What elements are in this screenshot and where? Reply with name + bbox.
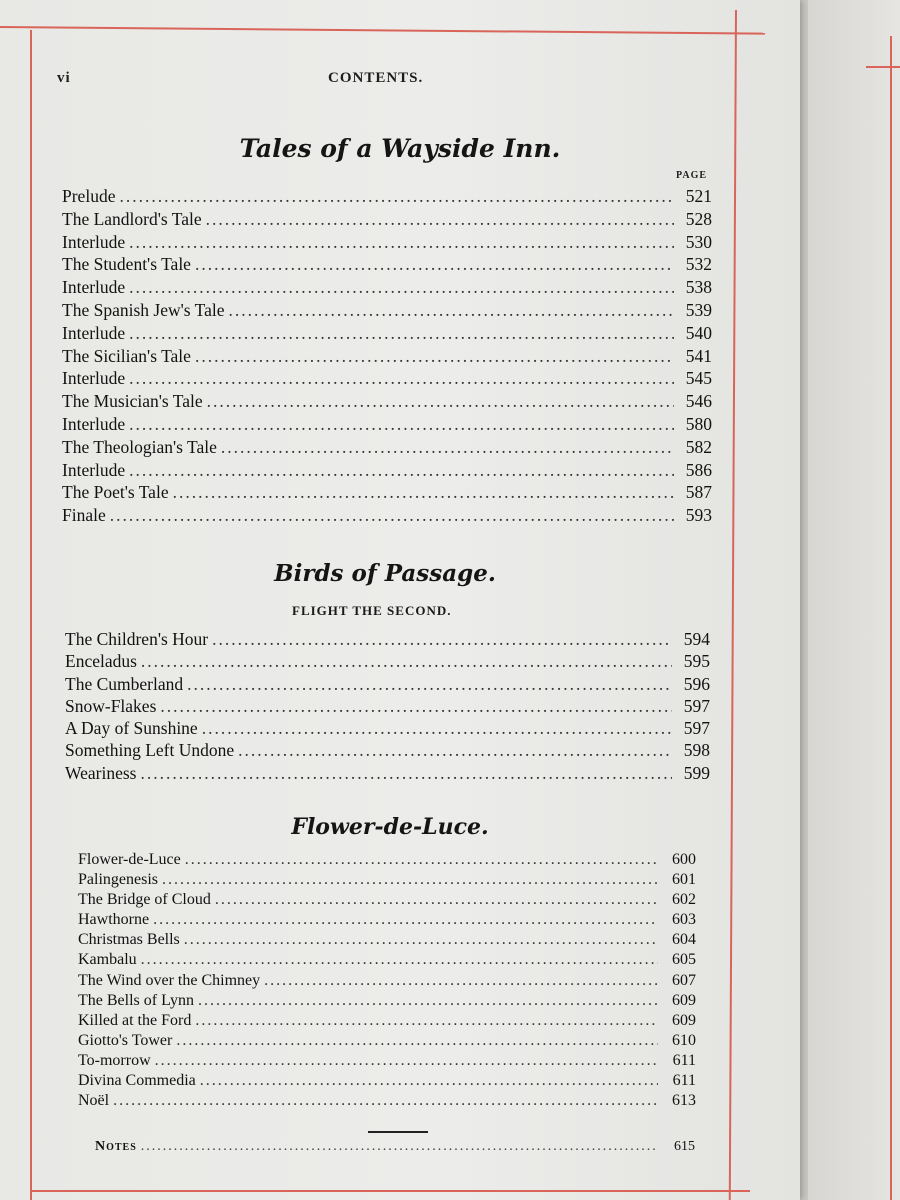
toc-entry-title: Finale [62,505,106,526]
dot-leader [160,696,672,717]
toc-entry-page: 601 [672,871,696,889]
toc-entry-title: Palingenesis [78,871,158,889]
section-title-tales: Tales of a Wayside Inn. [239,134,561,163]
toc-entry-title: The Landlord's Tale [62,208,202,229]
toc-entry [62,505,712,528]
dot-leader [162,871,658,889]
toc-entry-page: 580 [685,413,712,434]
toc-entry-page: 597 [683,718,710,739]
toc-entry-title: Kambalu [78,951,137,969]
dot-leader [195,254,674,275]
dot-leader [129,460,674,481]
facing-page-edge [808,0,900,1200]
toc-entry [65,696,710,718]
toc-entry [65,651,710,673]
toc-notes [95,1139,695,1155]
page-column-label: PAGE [676,170,708,181]
toc-entry-page: 538 [685,277,712,298]
toc-entry-page: 605 [672,951,696,969]
toc-entry [78,931,696,951]
border-rule-left [30,30,32,1200]
toc-entry-title: Interlude [62,368,126,389]
toc-entry-page: 598 [683,740,710,761]
toc-entry [78,1032,696,1052]
toc-entry-page: 611 [672,1072,696,1090]
toc-entry-title: Prelude [62,186,116,206]
page-folio: vi [57,70,71,86]
toc-entry-title: Interlude [62,231,126,252]
toc-entry-title: Killed at the Ford [78,1011,192,1029]
toc-entry-title: Christmas Bells [78,931,180,949]
toc-entry-page: 615 [674,1139,695,1154]
facing-border-rule-top [866,66,900,68]
toc-entry-title: The Poet's Tale [62,482,169,503]
section-title-birds: Birds of Passage. [274,560,496,587]
separator-rule [368,1131,428,1133]
toc-entry [78,992,696,1012]
dot-leader [207,391,674,412]
toc-entry [62,277,712,300]
running-head-title: CONTENTS. [328,70,424,86]
toc-entry-page: 528 [685,208,712,229]
toc-entry [62,232,712,255]
toc-entry-page: 609 [672,1011,696,1029]
toc-entry-page: 600 [672,851,696,868]
toc-entry-title: The Wind over the Chimney [78,971,261,989]
toc-entry-page: 540 [685,322,712,343]
facing-border-rule-left [890,36,892,1200]
dot-leader [176,1032,658,1050]
toc-entry [62,346,712,369]
toc-entry-page: 530 [685,231,712,252]
dot-leader [195,346,674,367]
toc-entry-page: 613 [672,1092,696,1110]
toc-entry-page: 593 [685,505,712,526]
dot-leader [129,323,674,344]
dot-leader [185,851,658,869]
toc-entry-page: 597 [683,695,710,716]
toc-entry-title: Interlude [62,322,126,343]
toc-entry [62,482,712,505]
toc-entry-title: Interlude [62,413,126,434]
dot-leader [110,505,674,526]
dot-leader [155,1052,658,1070]
dot-leader [129,368,674,389]
toc-entry-title: The Bells of Lynn [78,991,194,1009]
toc-entry-page: 586 [685,459,712,480]
toc-entry-title: The Musician's Tale [62,391,203,412]
toc-entry [65,763,710,785]
toc-entry [62,300,712,323]
dot-leader [141,651,672,672]
toc-entry-page: 610 [672,1031,696,1049]
toc-entry [78,911,696,931]
toc-entry-title: The Sicilian's Tale [62,345,191,366]
toc-entry-title: Weariness [65,762,137,783]
dot-leader [141,1139,657,1155]
toc-list-birds [65,629,710,785]
dot-leader [215,891,658,909]
toc-entry-page: 539 [685,299,712,320]
dot-leader [195,1012,658,1030]
toc-list-flower [78,851,696,1112]
dot-leader [140,763,672,784]
toc-entry [78,1092,696,1112]
running-head [0,70,800,94]
dot-leader [119,186,674,207]
dot-leader [184,931,658,949]
border-rule-right [729,10,737,1200]
toc-entry-title: The Theologian's Tale [62,436,217,457]
toc-entry [62,414,712,437]
dot-leader [212,629,672,650]
border-rule-bottom [30,1190,750,1192]
toc-entry [65,629,710,651]
toc-entry-page: 611 [672,1051,696,1069]
toc-entry-page: 599 [683,762,710,783]
toc-entry-title: The Student's Tale [62,254,191,275]
toc-entry-page: 546 [685,391,712,412]
dot-leader [187,674,672,695]
dot-leader [173,482,674,503]
toc-entry-page: 582 [685,436,712,457]
toc-entry [65,740,710,762]
toc-entry-page: 595 [683,651,710,672]
toc-entry-page: 587 [685,482,712,503]
toc-entry-page: 596 [683,673,710,694]
toc-entry [78,972,696,992]
dot-leader [129,414,674,435]
toc-entry-title: Notes [95,1139,137,1154]
toc-entry-page: 609 [672,991,696,1009]
toc-entry-page: 532 [685,254,712,275]
toc-entry [78,951,696,971]
toc-entry-page: 594 [683,629,710,649]
toc-entry-title: The Children's Hour [65,629,209,649]
toc-entry-title: Hawthorne [78,911,150,929]
dot-leader [153,911,658,929]
toc-entry-title: Giotto's Tower [78,1031,173,1049]
toc-entry [62,209,712,232]
toc-entry [62,460,712,483]
toc-entry-title: Interlude [62,277,126,298]
toc-entry-title: Interlude [62,459,126,480]
toc-entry-title: Enceladus [65,651,137,672]
toc-entry [62,323,712,346]
toc-entry [78,851,696,871]
dot-leader [141,951,658,969]
dot-leader [238,740,672,761]
toc-entry-title: Flower-de-Luce [78,851,181,868]
dot-leader [228,300,674,321]
toc-entry-page: 602 [672,891,696,909]
toc-entry-page: 607 [672,971,696,989]
section-subtitle-flight: FLIGHT THE SECOND. [292,603,452,618]
toc-entry-title: Noël [78,1092,110,1110]
toc-entry-page: 603 [672,911,696,929]
toc-entry [65,674,710,696]
toc-entry [62,437,712,460]
toc-entry-title: Divina Commedia [78,1072,196,1090]
toc-entry-title: The Bridge of Cloud [78,891,211,909]
toc-entry [62,391,712,414]
toc-entry-title: Snow-Flakes [65,695,157,716]
toc-entry-page: 541 [685,345,712,366]
toc-entry [78,1052,696,1072]
toc-list-tales [62,186,712,528]
toc-entry [78,891,696,911]
toc-entry-title: To-morrow [78,1051,151,1069]
toc-entry-title: Something Left Undone [65,740,235,761]
dot-leader [202,718,672,739]
dot-leader [200,1072,658,1090]
toc-entry [62,254,712,277]
toc-entry-notes [95,1139,695,1155]
toc-entry-title: A Day of Sunshine [65,718,198,739]
toc-entry [62,368,712,391]
toc-entry [78,871,696,891]
toc-entry [62,186,712,209]
toc-entry-title: The Spanish Jew's Tale [62,299,225,320]
toc-entry-page: 545 [685,368,712,389]
dot-leader [264,972,658,990]
toc-entry [78,1072,696,1092]
dot-leader [113,1092,658,1110]
toc-entry [65,718,710,740]
border-rule-top [0,26,765,35]
dot-leader [129,232,674,253]
toc-entry-page: 521 [685,186,712,206]
dot-leader [221,437,674,458]
dot-leader [198,992,658,1010]
toc-entry-title: The Cumberland [65,673,184,694]
toc-entry [78,1012,696,1032]
section-title-flower: Flower-de-Luce. [291,814,489,840]
dot-leader [206,209,674,230]
dot-leader [129,277,674,298]
toc-entry-page: 604 [672,931,696,949]
